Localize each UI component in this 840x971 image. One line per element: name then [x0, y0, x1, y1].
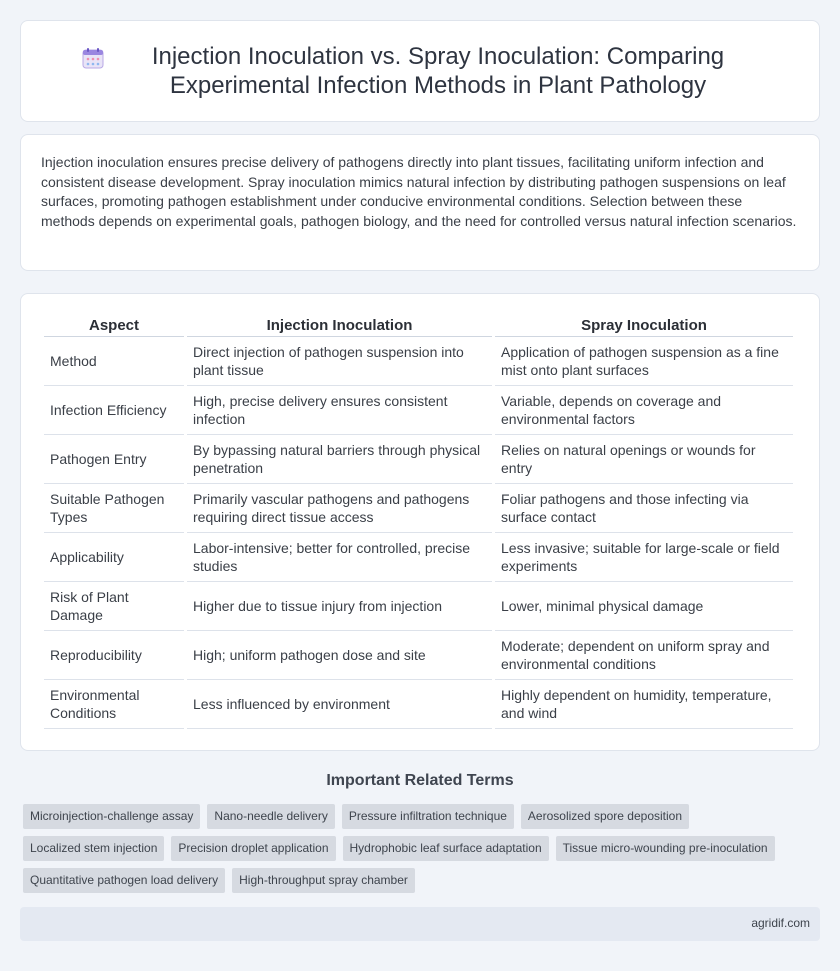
aspect-cell: Pathogen Entry [44, 435, 184, 484]
table-row [44, 435, 793, 484]
header-aspect: Aspect [44, 314, 184, 337]
injection-cell: By bypassing natural barriers through physical penetration [187, 435, 492, 484]
spray-cell: Foliar pathogens and those infecting via surface contact [495, 484, 793, 533]
injection-cell: High; uniform pathogen dose and site [187, 631, 492, 680]
injection-cell: Primarily vascular pathogens and pathogens requiring direct tissue access [187, 484, 492, 533]
tag-row [23, 868, 813, 893]
related-term-tag[interactable]: Localized stem injection [23, 836, 164, 861]
related-term-tag[interactable]: Quantitative pathogen load delivery [23, 868, 225, 893]
comparison-table [41, 314, 796, 729]
related-terms-title: Important Related Terms [326, 772, 514, 789]
related-term-tag[interactable]: Nano-needle delivery [207, 804, 334, 829]
spray-cell: Lower, minimal physical damage [495, 582, 793, 631]
injection-cell: Higher due to tissue injury from injection [187, 582, 492, 631]
table-header-row [44, 314, 793, 337]
spray-cell: Variable, depends on coverage and environmental factors [495, 386, 793, 435]
title-wrap [82, 42, 758, 100]
title-card [20, 20, 820, 122]
table-row [44, 337, 793, 386]
tag-row [23, 804, 813, 829]
footer [20, 907, 820, 941]
aspect-cell: Risk of Plant Damage [44, 582, 184, 631]
table-row [44, 582, 793, 631]
site-link[interactable]: agridif.com [751, 916, 810, 930]
intro-paragraph: Injection inoculation ensures precise delivery of pathogens directly into plant tissues, facilitating uniform infection and consistent disease development. Spray inoculation mimics natural infection by distributing pathogen suspensions on leaf surfaces, promoting pathogen establishment under conducive environmental conditions. Selection between these methods depends on experimental goals, pathogen biology, and the need for controlled versus natural infection scenarios. [41, 154, 797, 229]
related-term-tag[interactable]: Microinjection-challenge assay [23, 804, 200, 829]
table-row [44, 484, 793, 533]
related-term-tag[interactable]: High-throughput spray chamber [232, 868, 415, 893]
table-row [44, 533, 793, 582]
spray-cell: Relies on natural openings or wounds for entry [495, 435, 793, 484]
related-term-tag[interactable]: Aerosolized spore deposition [521, 804, 689, 829]
related-term-tag[interactable]: Tissue micro-wounding pre-inoculation [556, 836, 775, 861]
table-row [44, 386, 793, 435]
injection-cell: Labor-intensive; better for controlled, precise studies [187, 533, 492, 582]
aspect-cell: Reproducibility [44, 631, 184, 680]
spray-cell: Moderate; dependent on uniform spray and environmental conditions [495, 631, 793, 680]
spray-cell: Application of pathogen suspension as a fine mist onto plant surfaces [495, 337, 793, 386]
aspect-cell: Method [44, 337, 184, 386]
page-title: Injection Inoculation vs. Spray Inoculation: Comparing Experimental Infection Methods in Plant Pathology [151, 43, 725, 99]
spray-cell: Highly dependent on humidity, temperature, and wind [495, 680, 793, 729]
table-row [44, 631, 793, 680]
comparison-table-card [20, 293, 820, 751]
table-row [44, 680, 793, 729]
calendar-icon [82, 47, 104, 69]
header-spray: Spray Inoculation [495, 314, 793, 337]
related-terms-list [23, 804, 813, 900]
related-term-tag[interactable]: Precision droplet application [171, 836, 335, 861]
spray-cell: Less invasive; suitable for large-scale or field experiments [495, 533, 793, 582]
aspect-cell: Infection Efficiency [44, 386, 184, 435]
injection-cell: High, precise delivery ensures consistent infection [187, 386, 492, 435]
aspect-cell: Suitable Pathogen Types [44, 484, 184, 533]
injection-cell: Less influenced by environment [187, 680, 492, 729]
tag-row [23, 836, 813, 861]
aspect-cell: Applicability [44, 533, 184, 582]
header-injection: Injection Inoculation [187, 314, 492, 337]
injection-cell: Direct injection of pathogen suspension into plant tissue [187, 337, 492, 386]
related-term-tag[interactable]: Pressure infiltration technique [342, 804, 514, 829]
related-term-tag[interactable]: Hydrophobic leaf surface adaptation [343, 836, 549, 861]
aspect-cell: Environmental Conditions [44, 680, 184, 729]
intro-card [20, 134, 820, 271]
